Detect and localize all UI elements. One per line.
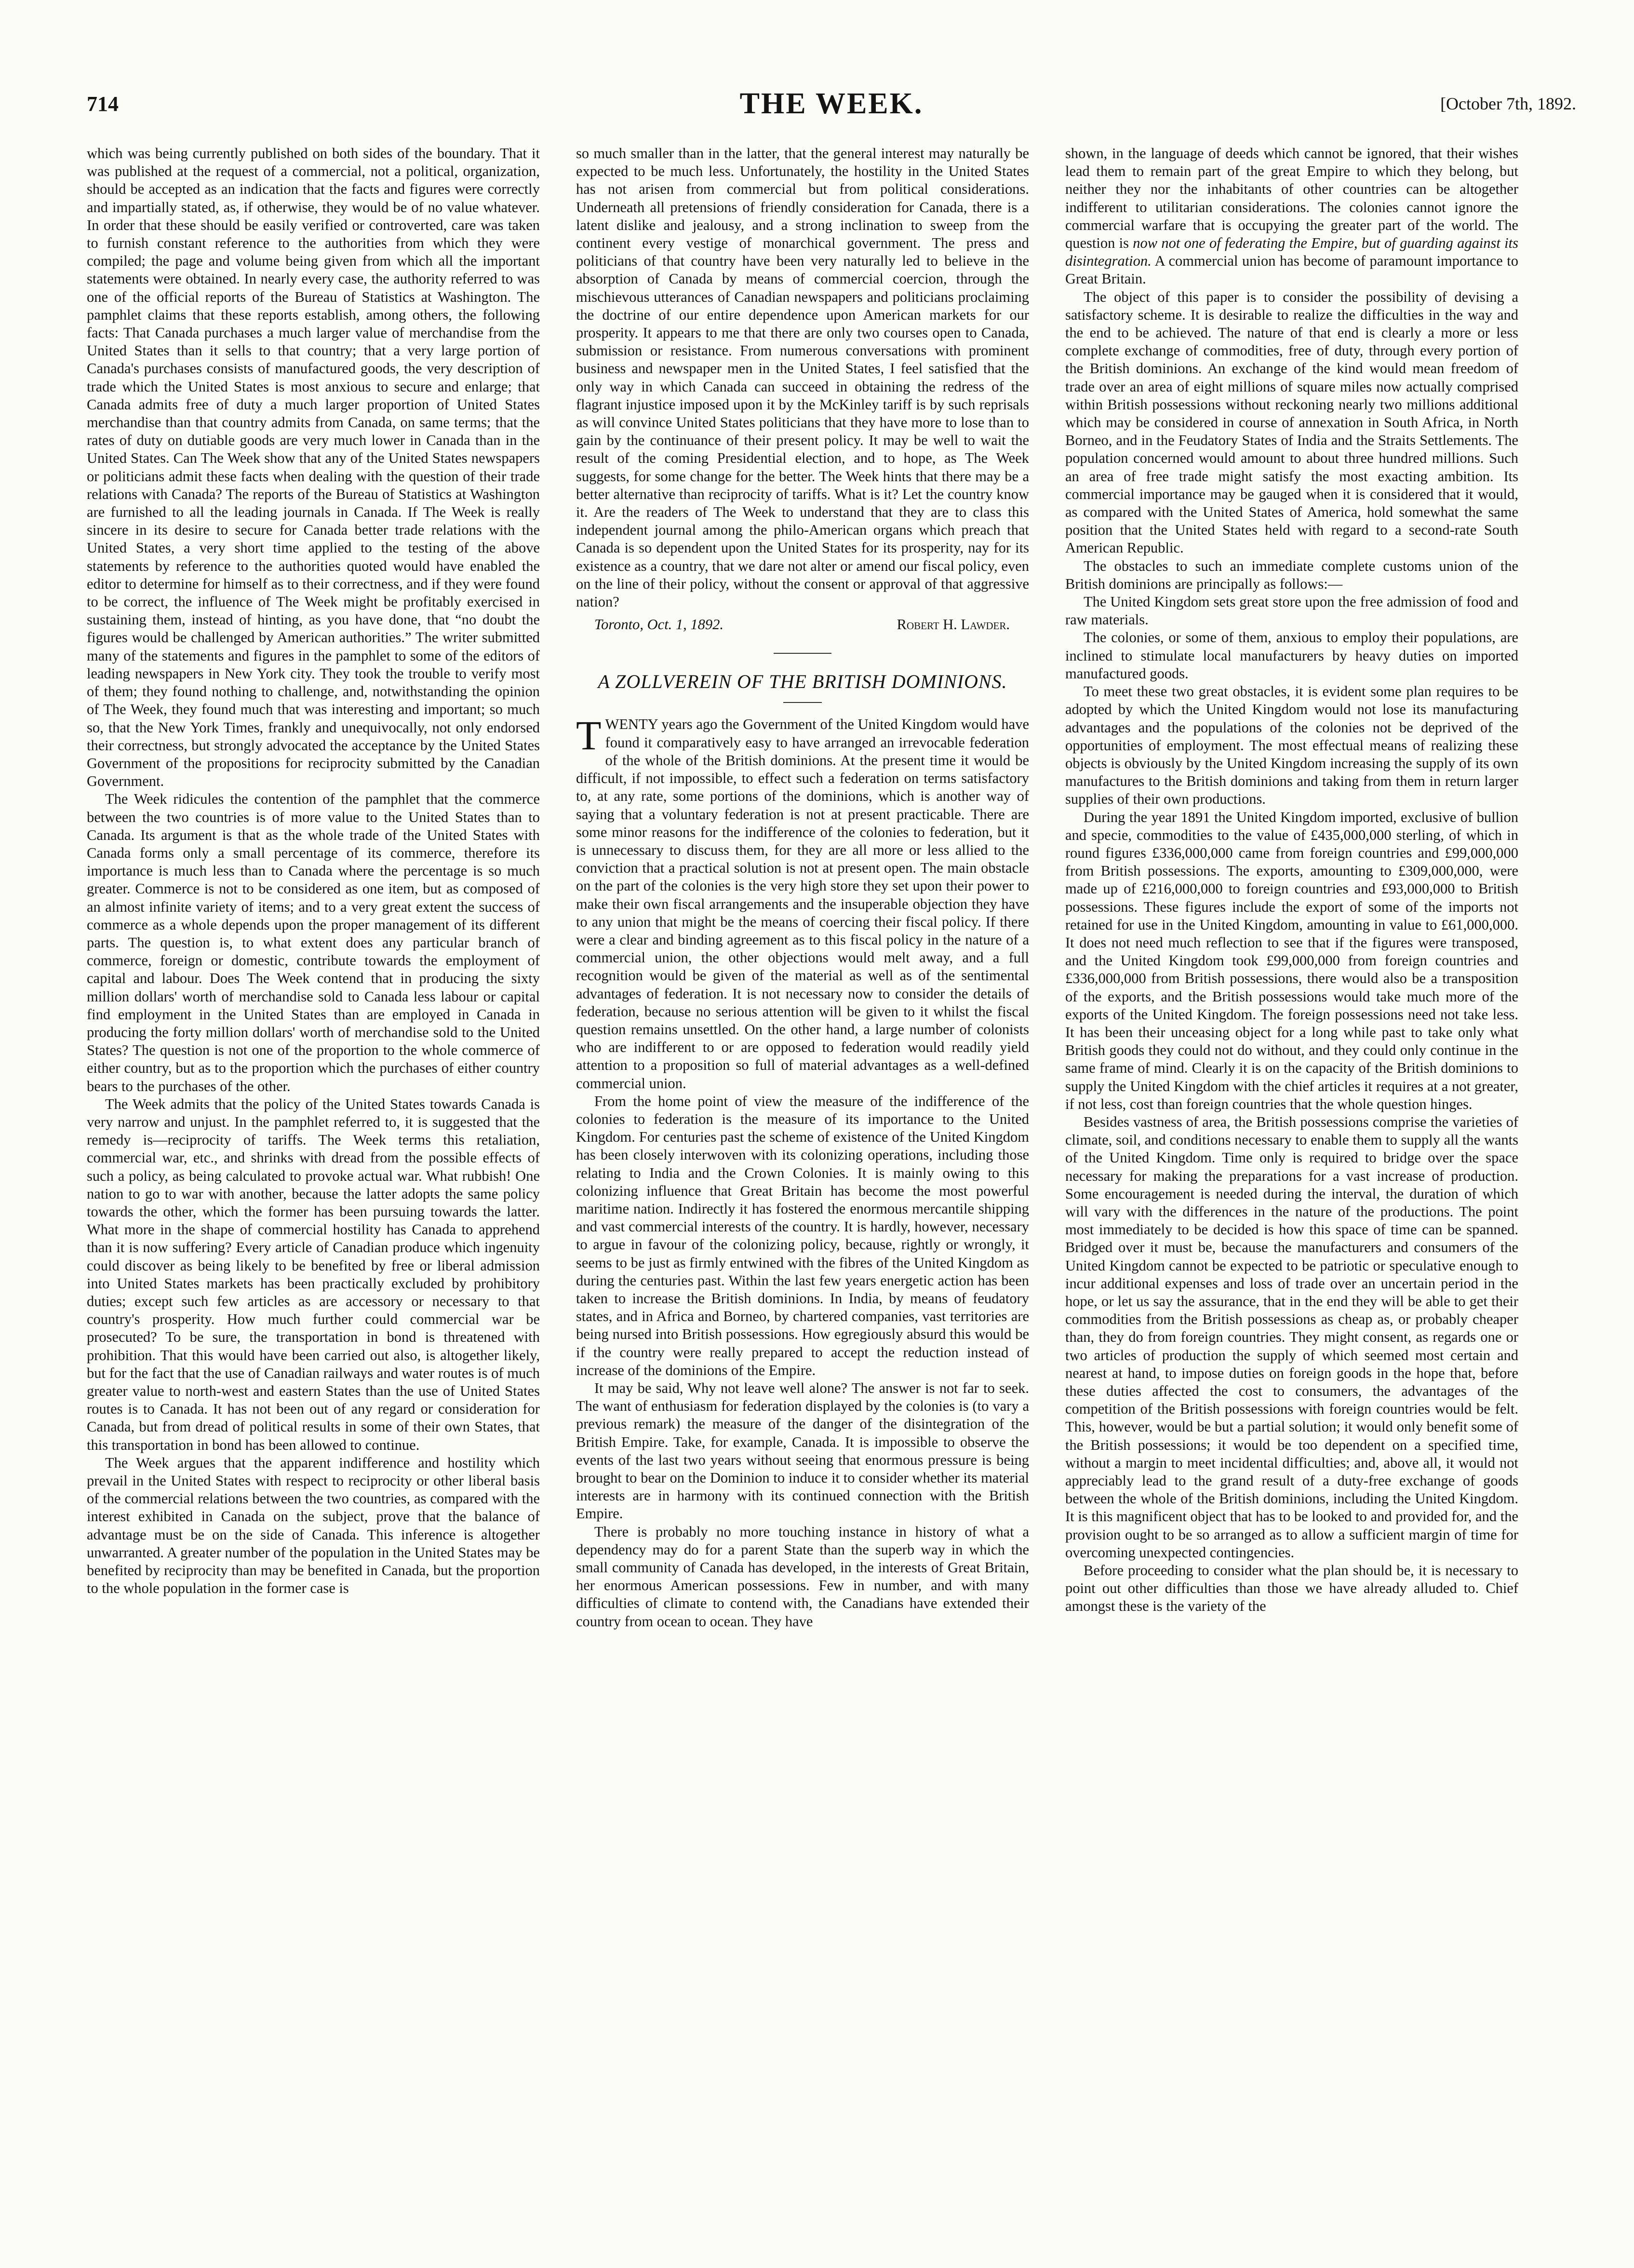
paragraph: From the home point of view the measure of the indifference of the colonies to federation is the measure of its importance to the United Kingdom. For centuries past the scheme of existence of the United Kingdom has been closely interwoven with its colonizing operations, including those relating to India and the Crown Colonies. It is mainly owing to this colonizing influence that Great Britain has become the most powerful maritime nation. Indirectly it has fostered the enormous mercantile shipping and vast commercial interests of the country. It is hardly, however, necessary to argue in favour of the colonizing policy, because, rightly or wrongly, it seems to be just as firmly entwined with the fibres of the United Kingdom as during the centuries past. Within the last few years energetic action has been taken to increase the British dominions. In India, by means of feudatory states, and in Africa and Borneo, by chartered companies, vast territories are being nursed into British possessions. How egregiously absurd this would be if the country were really prepared to accept the reduction instead of increase of the dominions of the Empire. xyxy=(576,1093,1029,1378)
paragraph-lead xyxy=(576,712,1029,1092)
signature-author: Robert H. Lawder. xyxy=(897,616,1010,633)
list-item: The United Kingdom sets great store upon the free admission of food and raw materials. xyxy=(1065,594,1518,628)
paragraph: To meet these two great obstacles, it is evident some plan requires to be adopted by which the United Kingdom would not lose its manufacturing advantages and the populations of the colonies not be deprived of the opportunities of employment. The most effectual means of realizing these objects is obviously by the United Kingdom increasing the supply of its own manufactures to the British dominions and taking from them in return larger supplies of their own productions. xyxy=(1065,683,1518,808)
paragraph: The object of this paper is to consider the possibility of devising a satisfactory scheme. It is desirable to realize the difficulties in the way and the end to be achieved. The nature of that end is clearly a more or less complete exchange of commodities, free of duty, through every portion of the British dominions. An exchange of the kind would mean freedom of trade over an area of eight millions of square miles now actually comprised within British possessions without reckoning nearly two millions additional which may be considered in course of annexation in South Africa, in North Borneo, and in the Feudatory States of India and the Straits Settlements. The population concerned would amount to about three hundred millions. Such an area of free trade might satisfy the most exacting ambition. Its commercial importance may be gauged when it is considered that it would, as compared with the United States of America, hold somewhat the same position that the United States held with regard to a second-rate South American Republic. xyxy=(1065,288,1518,556)
title-divider xyxy=(783,702,822,703)
paragraph: The Week ridicules the contention of the pamphlet that the commerce between the two countries is of more value to the United States than to Canada. Its argument is that as the whole trade of the United States with Canada forms only a small percentage of its commerce, therefore its importance is much less than to Canada where the percentage is so much greater. Commerce is not to be considered as one item, but as composed of an almost infinite variety of items; and to a very great extent the success of commerce as a whole depends upon the proper management of its different parts. The question is, to what extent does any particular branch of commerce, foreign or domestic, contribute towards the employment of capital and labour. Does The Week contend that in producing the sixty million dollars' worth of merchandise sold to Canada less labour or capital find employment in the United States than are employed in Canada in producing the forty million dollars' worth of merchandise sold to the United States? The question is not one of the proportion to the whole commerce of either country, but as to the proportion which the purchases of either country bears to the purchases of the other. xyxy=(87,791,540,1094)
paragraph: so much smaller than in the latter, that the general interest may naturally be expected to be much less. Unfortunately, the hostility in the United States has not arisen from commercial but from political considerations. Underneath all pretensions of friendly consideration for Canada, there is a latent dislike and jealousy, and a strong inclination to sweep from the continent every vestige of monarchical government. The press and politicians of that country have been very naturally led to believe in the absorption of Canada by means of commercial coercion, through the mischievous utterances of Canadian newspapers and politicians proclaiming the doctrine of our entire dependence upon American markets for our prosperity. It appears to me that there are only two courses open to Canada, submission or resistance. From numerous conversations with prominent business and newspaper men in the United States, I feel satisfied that the only way in which Canada can succeed in obtaining the redress of the flagrant injustice imposed upon it by the McKinley tariff is by such reprisals as will convince United States politicians that they have more to lose than to gain by the continuance of their present policy. It may be well to wait the result of the coming Presidential election, and to hope, as The Week suggests, for some change for the better. The Week hints that there may be a better alternative than reciprocity of tariffs. What is it? Let the country know it. Are the readers of The Week to understand that they are to class this independent journal among the philo-American organs which preach that Canada is so dependent upon the United States for its prosperity, nay for its existence as a country, that we dare not alter or amend our fiscal policy, even on the line of their policy, without the consent or approval of that aggressive nation? xyxy=(576,145,1029,610)
page-header xyxy=(87,87,1576,130)
section-divider xyxy=(774,653,831,654)
article-title: A ZOLLVEREIN OF THE BRITISH DOMINIONS. xyxy=(598,671,1007,693)
signature-place-date: Toronto, Oct. 1, 1892. xyxy=(594,616,724,633)
column-3 xyxy=(1065,145,1518,2237)
paragraph xyxy=(1065,145,1518,288)
lead-text: WENTY years ago the Government of the United Kingdom would have found it comparatively easy to have arranged an irrevocable federation of the whole of the British dominions. At the present time it would be difficult, if not impossible, to effect such a federation on terms satisfactory to, at any rate, some portions of the dominions, which is another way of saying that a voluntary federation is not at present practicable. There are some minor reasons for the indifference of the colonies to federation, but it is unnecessary to discuss them, for they are all more or less allied to the conviction that a practical solution is not at present open. The main obstacle on the part of the colonies is the very high store they set upon their power to make their own fiscal arrangements and the insuperable objection they have to any union that might be the means of coercing their fiscal policy. If there were a clear and binding agreement as to this fiscal policy in the nature of a commercial union, the other objections would melt away, and a full recognition would be given of the material as well as of the sentimental advantages of federation. It is not necessary now to consider the details of federation, because no serious attention will be given to it whilst the fiscal question remains unsettled. On the other hand, a large number of colonists who are indifferent to or are opposed to federation would readily yield attention to a proposition so full of material advantages as a well-defined commercial union. xyxy=(576,716,1029,1092)
letter-signature xyxy=(576,616,1029,634)
paragraph: Besides vastness of area, the British possessions comprise the varieties of climate, soil, and conditions necessary to enable them to supply all the wants of the United Kingdom. Time only is required to bridge over the space necessary for making the preparations for a vast increase of production. Some encouragement is needed during the interval, the duration of which will vary with the differences in the nature of the productions. The point most immediately to be decided is how this space of time can be spanned. Bridged over it must be, because the manufacturers and consumers of the United Kingdom cannot be expected to be patriotic or speculative enough to incur additional expenses and loss of trade over an uncertain period in the hope, or let us say the assurance, that in the end they will be able to get their commodities from the British possessions as cheap as, or probably cheaper than, they do from foreign countries. They might consent, as regards one or two articles of production the supply of which seemed most certain and nearest at hand, to impose duties on foreign goods in the hope that, before these duties affected the cost to consumers, the advantages of the competition of the British possessions with foreign countries would be felt. This, however, would be but a partial solution; it would only benefit some of the British possessions; it would be too dependent on a specified time, without a margin to meet incidental difficulties; and, above all, it would not appreciably lead to the grand result of a duty-free exchange of goods between the whole of the British dominions, including the United Kingdom. It is this magnificent object that has to be looked to and provided for, and the provision ought to be so arranged as to allow a sufficient margin of time for overcoming unexpected contingencies. xyxy=(1065,1113,1518,1561)
column-1 xyxy=(87,145,540,2237)
paragraph: which was being currently published on both sides of the boundary. That it was published at the request of a commercial, not a political, organization, should be accepted as an indication that the facts and figures were correctly and impartially stated, as, if otherwise, they would be of no value whatever. In order that these should be easily verified or controverted, care was taken to furnish constant reference to the authorities from which they were compiled; the page and volume being given from which all the important statements were obtained. In nearly every case, the authority referred to was one of the official reports of the Bureau of Statistics at Washington. The pamphlet claims that these reports establish, among others, the following facts: That Canada purchases a much larger value of merchandise from the United States than it sells to that country; that a very large portion of Canada's purchases consists of manufactured goods, the very description of trade which the United States is most anxious to secure and enlarge; that Canada admits free of duty a much larger proportion of United States merchandise than that country admits from Canada, on same terms; that the rates of duty on dutiable goods are very much lower in Canada than in the United States. Can The Week show that any of the United States newspapers or politicians admit these facts when dealing with the question of their trade relations with Canada? The reports of the Bureau of Statistics at Washington are furnished to all the leading journals in Canada. If The Week is really sincere in its desire to secure for Canada better trade relations with the United States, a very short time applied to the testing of the above statements by reference to the authorities quoted would have enabled the editor to determine for himself as to their correctness, and if they were found to be correct, the influence of The Week might be profitably exercised in sustaining them, instead of hinting, as you have done, that “no doubt the figures would be challenged by American authorities.” The writer submitted many of the statements and figures in the pamphlet to some of the editors of leading newspapers in New York city. They took the trouble to verify most of them; they found nothing to challenge, and, notwithstanding the opinion of The Week, they found much that was interesting and important; so much so, that the New York Times, frankly and unequivocally, not only endorsed their correctness, but strongly advocated the acceptance by the United States Government of the propositions for reciprocity submitted by the Canadian Government. xyxy=(87,145,540,790)
text-run: shown, in the language of deeds which cannot be ignored, that their wishes lead them to remain part of the great Empire to which they belong, but neither they nor the inhabitants of other countries can be altogether indifferent to utilitarian considerations. The colonies cannot ignore the commercial warfare that is occupying the greater part of the world. The question is xyxy=(1065,145,1518,252)
paragraph: The Week admits that the policy of the United States towards Canada is very narrow and unjust. In the pamphlet referred to, it is suggested that the remedy is—reciprocity of tariffs. The Week terms this retaliation, commercial war, etc., and shrinks with dread from the possible effects of such a policy, as being calculated to provoke actual war. What rubbish! One nation to go to war with another, because the latter adopts the same policy towards the other, which the former has been pursuing towards the latter. What more in the shape of commercial hostility has Canada to apprehend than it is now suffering? Every article of Canadian produce which ingenuity could discover as being likely to be benefited by free or liberal admission into United States markets has been practically excluded by prohibitory duties; except such few articles as are accessory or necessary to that country's prosperity. How much further could commercial war be prosecuted? To be sure, the transportation in bond is threatened with prohibition. That this would have been carried out also, is altogether likely, but for the fact that the use of Canadian railways and water routes is of much greater value to north-west and eastern States than the use of United States routes is to Canada. It has not been out of any regard or consideration for Canada, but from dread of political results in some of their own States, that this transportation in bond has been allowed to continue. xyxy=(87,1095,540,1453)
issue-date: [October 7th, 1892. xyxy=(1440,94,1576,113)
page-number: 714 xyxy=(87,92,119,116)
list-item: The colonies, or some of them, anxious to employ their populations, are inclined to stimulate local manufacturers by heavy duties on imported manufactured goods. xyxy=(1065,629,1518,682)
paragraph: During the year 1891 the United Kingdom imported, exclusive of bullion and specie, commodities to the value of £435,000,000 sterling, of which in round figures £336,000,000 came from foreign countries and £99,000,000 from British possessions. The exports, amounting to £309,000,000, were made up of £216,000,000 to foreign countries and £93,000,000 to British possessions. These figures include the export of some of the imports not retained for use in the United Kingdom, amounting in value to £61,000,000. It does not need much reflection to see that if the figures were transposed, and the United Kingdom took £99,000,000 from foreign countries and £336,000,000 from British possessions, there would also be a transposition of the exports, and the British possessions would take much more of the exports of the United Kingdom. The foreign possessions need not take less. It has been their unceasing object for a long while past to take only what British goods they could not do without, and they could only continue in the same frame of mind. Clearly it is on the capacity of the British dominions to supply the United Kingdom with the chief articles it requires at a not greater, if not less, cost than foreign countries that the whole question hinges. xyxy=(1065,809,1518,1112)
column-2 xyxy=(576,145,1029,2237)
paragraph: There is probably no more touching instance in history of what a dependency may do for a parent State than the superb way in which the small community of Canada has developed, in the interests of Great Britain, her enormous American possessions. Few in number, and with many difficulties of climate to contend with, the Canadians have extended their country from ocean to ocean. They have xyxy=(576,1523,1029,1630)
paragraph: The Week argues that the apparent indifference and hostility which prevail in the United States with respect to reciprocity or other liberal basis of the commercial relations between the two countries, as compared with the interest exhibited in Canada on the subject, prove that the balance of advantage must be on the side of Canada. This inference is altogether unwarranted. A greater number of the population in the United States may be benefited by reciprocity than may be benefited in Canada, but the proportion to the whole population in the former case is xyxy=(87,1454,540,1597)
paragraph: It may be said, Why not leave well alone? The answer is not far to seek. The want of enthusiasm for federation displayed by the colonies is (to vary a previous remark) the measure of the danger of the disintegration of the British Empire. Take, for example, Canada. It is impossible to observe the events of the last two years without seeing that enormous pressure is being brought to bear on the Dominion to induce it to consider whether its material interests are in harmony with its continued connection with the British Empire. xyxy=(576,1380,1029,1522)
drop-cap: T xyxy=(576,712,602,759)
paragraph: Before proceeding to consider what the plan should be, it is necessary to point out other difficulties than those we have already alluded to. Chief amongst these is the variety of the xyxy=(1065,1562,1518,1615)
masthead: THE WEEK. xyxy=(739,87,924,120)
paragraph: The obstacles to such an immediate complete customs union of the British dominions are principally as follows:— xyxy=(1065,557,1518,592)
text-run: A commercial union has become of paramount importance to Great Britain. xyxy=(1065,253,1518,287)
emphasis-text: now not one of federating the Empire, but of guarding against its disintegration. xyxy=(1065,235,1518,270)
